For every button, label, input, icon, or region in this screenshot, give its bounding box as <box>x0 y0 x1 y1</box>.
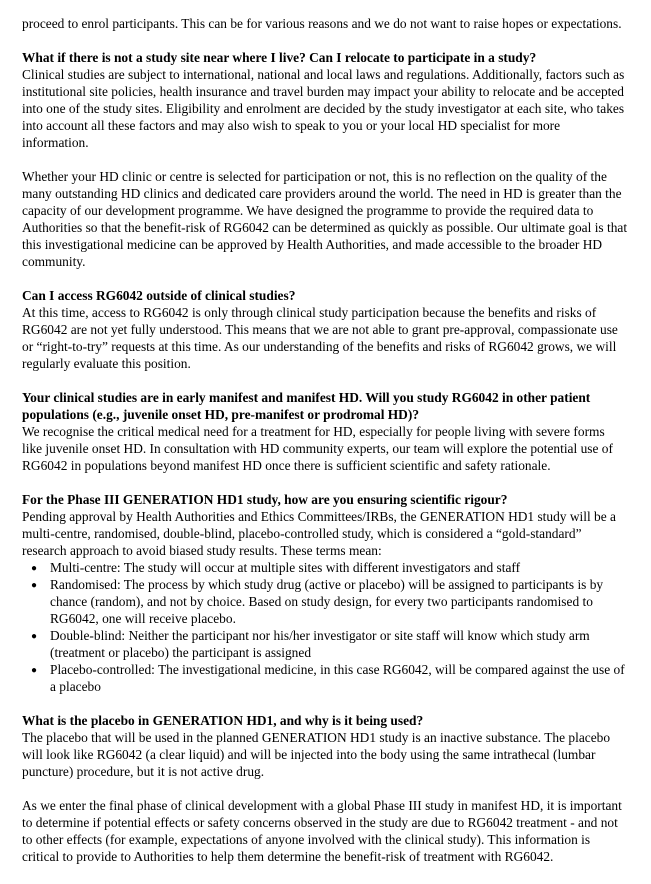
section-heading: What if there is not a study site near where I live? Can I relocate to participate in a study? <box>22 50 537 65</box>
bullet-text: Double-blind: Neither the participant nor his/her investigator or site staff will know which study arm (treatment or placebo) the participant is assigned <box>50 628 590 660</box>
bullet-list <box>22 559 628 695</box>
paragraph: The placebo that will be used in the planned GENERATION HD1 study is an inactive substance. The placebo will look like RG6042 (a clear liquid) and will be injected into the body using the same intrathecal (lumbar puncture) procedure, but it is not active drug. <box>22 730 611 779</box>
paragraph: Clinical studies are subject to international, national and local laws and regulations. Additionally, factors such as institutional site policies, health insurance and travel burden may impact your ability to relocate and be accepted into one of the study sites. Eligibility and enrolment are decided by the study investigator at each site, who takes into account all these factors and may also wish to speak to you or your local HD specialist for more information. <box>22 67 625 150</box>
bullet-text: Multi-centre: The study will occur at multiple sites with different investigators and staff <box>50 560 521 575</box>
bullet-icon: ● <box>31 579 38 591</box>
bullet-item <box>22 627 628 661</box>
paragraph: Pending approval by Health Authorities and Ethics Committees/IRBs, the GENERATION HD1 study will be a multi-centre, randomised, double-blind, placebo-controlled study, which is considered a “gold-standard” research approach to avoid biased study results. These terms mean: <box>22 509 616 558</box>
bullet-icon: ● <box>31 664 38 676</box>
section-heading: Can I access RG6042 outside of clinical studies? <box>22 288 296 303</box>
paragraph: Whether your HD clinic or centre is selected for participation or not, this is no reflection on the quality of the many outstanding HD clinics and dedicated care providers around the world. The need in HD is greater than the capacity of our development programme. We have designed the programme to provide the required data to Authorities so that the benefit-risk of RG6042 can be determined as quickly as possible. Our ultimate goal is that this investigational medicine can be approved by Health Authorities, and made accessible to the broader HD community. <box>22 169 628 269</box>
bullet-text: Placebo-controlled: The investigational medicine, in this case RG6042, will be compared against the use of a placebo <box>50 662 625 694</box>
section-heading: What is the placebo in GENERATION HD1, and why is it being used? <box>22 713 424 728</box>
paragraph: As we enter the final phase of clinical development with a global Phase III study in manifest HD, it is important to determine if potential effects or safety concerns observed in the study are due to RG6042 treatment - and not to other effects (for example, expectations of anyone involved with the clinical study). This information is critical to provide to Authorities to help them determine the benefit-risk of treatment with RG6042. <box>22 798 622 864</box>
bullet-text: Randomised: The process by which study drug (active or placebo) will be assigned to participants is by chance (random), and not by choice. Based on study design, for every two participants randomised to RG6042, one will receive placebo. <box>50 577 604 626</box>
bullet-icon: ● <box>31 630 38 642</box>
section-heading: Your clinical studies are in early manifest and manifest HD. Will you study RG6042 in other patient populations (e.g., juvenile onset HD, pre-manifest or prodromal HD)? <box>22 390 591 422</box>
bullet-icon: ● <box>31 562 38 574</box>
bullet-item <box>22 559 628 576</box>
section-heading: For the Phase III GENERATION HD1 study, how are you ensuring scientific rigour? <box>22 492 508 507</box>
paragraph: We recognise the critical medical need for a treatment for HD, especially for people living with severe forms like juvenile onset HD. In consultation with HD community experts, our team will explore the potential use of RG6042 in populations beyond manifest HD once there is sufficient scientific and safety rationale. <box>22 424 613 473</box>
paragraph: proceed to enrol participants. This can be for various reasons and we do not want to raise hopes or expectations. <box>22 16 622 31</box>
paragraph: At this time, access to RG6042 is only through clinical study participation because the benefits and risks of RG6042 are not yet fully understood. This means that we are not able to grant pre-approval, compassionate use or “right-to-try” requests at this time. As our understanding of the benefits and risks of RG6042 grows, we will regularly evaluate this position. <box>22 305 618 371</box>
bullet-item <box>22 661 628 695</box>
document-body <box>22 15 628 865</box>
bullet-item <box>22 576 628 627</box>
